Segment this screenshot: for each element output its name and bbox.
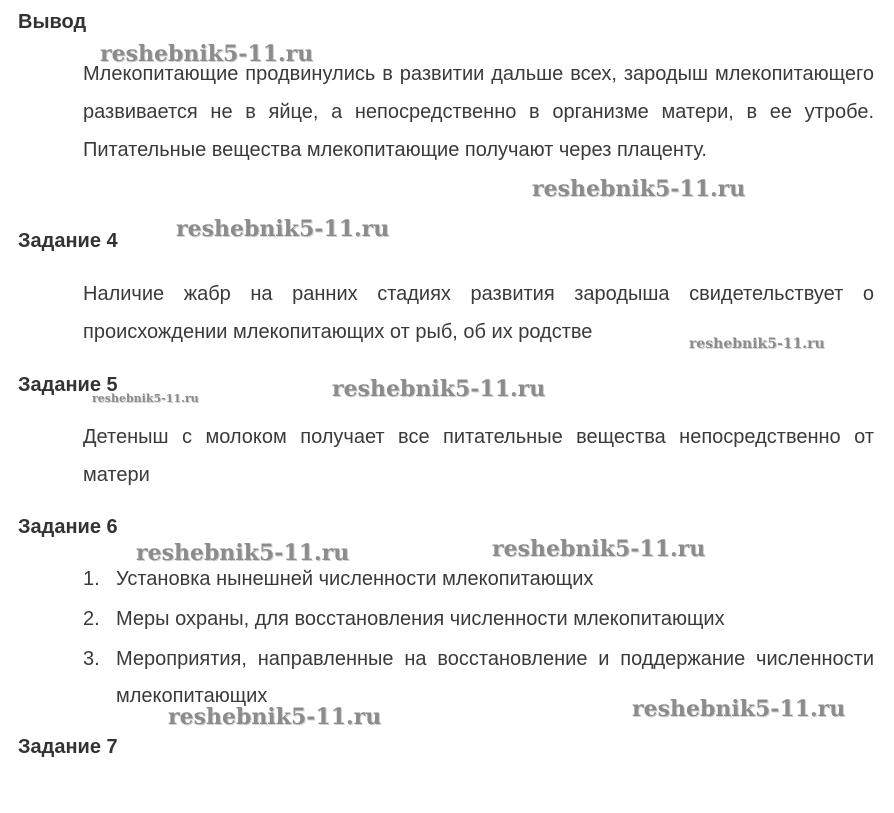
list-item — [83, 561, 874, 598]
task6-heading: Задание 6 — [18, 516, 118, 538]
conclusion-heading: Вывод — [18, 11, 87, 33]
list-item-number: 1. — [83, 568, 100, 590]
list-item — [83, 601, 874, 638]
conclusion-text: Млекопитающие продвинулись в развитии дальше всех, зародыш млекопитающего развивается не в яйце, а непосредственно в организме матери, в ее утробе. Питательные вещества млекопитающие получают через плаценту. — [83, 63, 874, 161]
watermark: reshebnik5-11.ru — [532, 176, 746, 202]
task7-heading: Задание 7 — [18, 736, 118, 758]
task5-heading: Задание 5 — [18, 374, 118, 396]
list-item-text: Установка нынешней численности млекопитающих — [116, 568, 594, 590]
watermark: reshebnik5-11.ru — [492, 536, 706, 562]
list-item-text: Мероприятия, направленные на восстановление и поддержание численности млекопитающих — [116, 648, 874, 707]
task4-text: Наличие жабр на ранних стадиях развития зародыша свидетельствует о происхождении млекопитающих от рыб, об их родстве — [83, 283, 874, 343]
watermark: reshebnik5-11.ru — [100, 41, 314, 67]
task4-heading: Задание 4 — [18, 230, 118, 252]
watermark: reshebnik5-11.ru — [168, 704, 382, 730]
watermark: reshebnik5-11.ru — [689, 336, 825, 352]
task5-text: Детеныш с молоком получает все питательные вещества непосредственно от матери — [83, 426, 874, 486]
list-item-number: 2. — [83, 608, 100, 630]
list-item — [83, 641, 874, 715]
list-item-text: Меры охраны, для восстановления численности млекопитающих — [116, 608, 725, 630]
task6-list — [83, 561, 874, 718]
watermark: reshebnik5-11.ru — [136, 540, 350, 566]
watermark: reshebnik5-11.ru — [332, 376, 546, 402]
list-item-number: 3. — [83, 648, 100, 670]
watermark: reshebnik5-11.ru — [176, 216, 390, 242]
watermark: reshebnik5-11.ru — [92, 392, 199, 405]
watermark: reshebnik5-11.ru — [632, 696, 846, 722]
